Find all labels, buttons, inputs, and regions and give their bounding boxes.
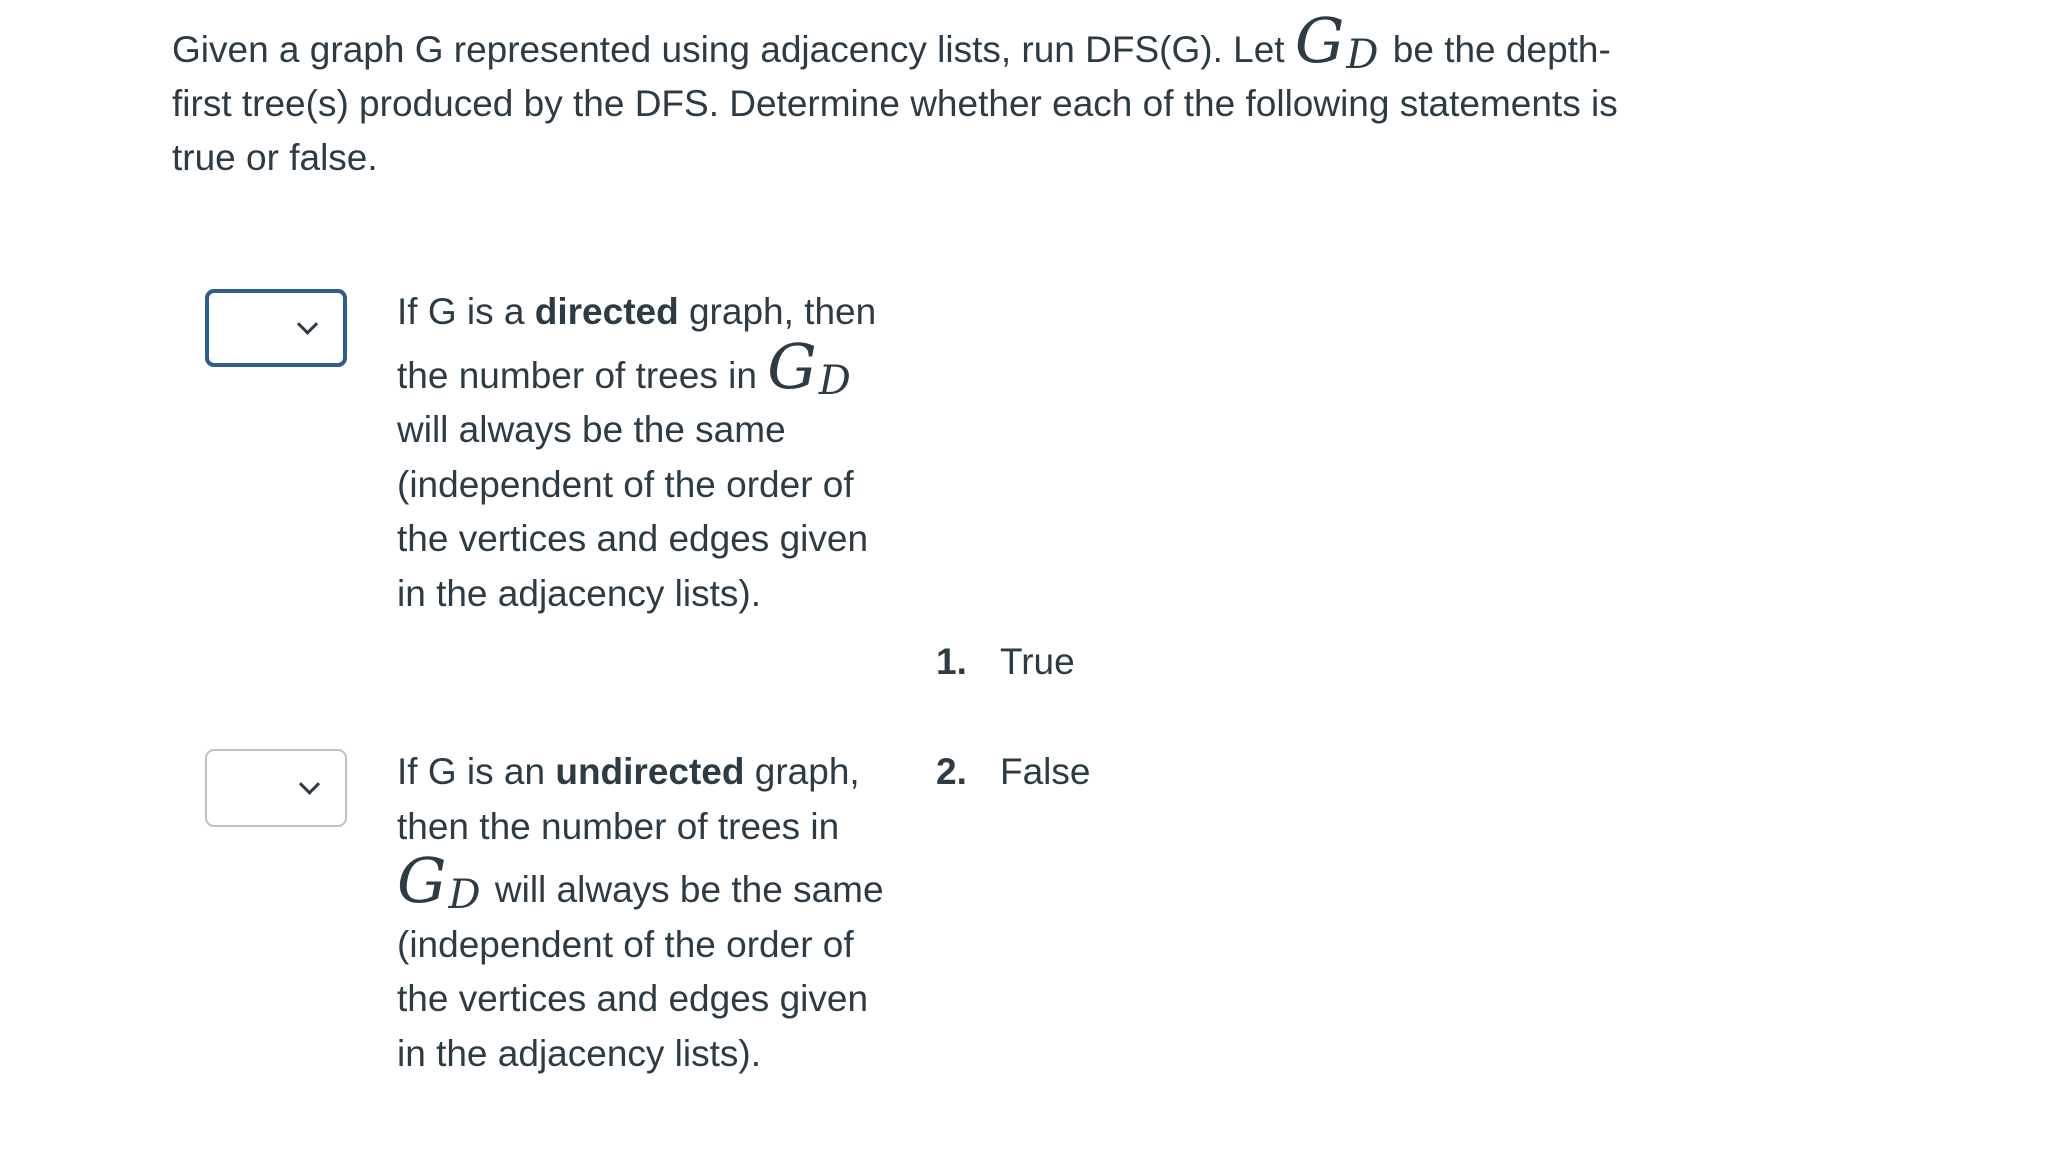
- statement-keyword: directed: [534, 291, 679, 332]
- math-gd: [1294, 4, 1383, 78]
- option-label: False: [1000, 751, 1091, 792]
- math-gd: [397, 844, 485, 918]
- answer-dropdown-1[interactable]: [205, 289, 347, 367]
- prompt-text-start: Given a graph G represented using adjacency lists, run DFS(G). Let: [172, 29, 1295, 70]
- answer-option-false: [936, 745, 1090, 799]
- chevron-down-icon: [299, 774, 320, 795]
- statement-text-part: If G is a: [397, 291, 535, 332]
- statement-keyword: undirected: [555, 751, 745, 792]
- option-number: 1.: [936, 641, 967, 682]
- statement-text-1: [397, 285, 897, 621]
- answer-option-true: [936, 635, 1075, 689]
- math-g: G: [767, 329, 817, 403]
- question-prompt: [172, 4, 1622, 185]
- option-number: 2.: [936, 751, 967, 792]
- option-label: True: [1000, 641, 1075, 682]
- statement-text-part: will always be the same (independent of the order of the vertices and edges given in the adjacency lists).: [397, 409, 869, 614]
- statement-text-part: will always be the same (independent of the order of the vertices and edges given in the adjacency lists).: [397, 869, 884, 1074]
- answer-dropdown-2[interactable]: [205, 749, 347, 827]
- math-gd: [767, 329, 855, 404]
- prompt-text-end: be the depth-first tree(s) produced by the DFS. Determine whether each of the following statements is true or false.: [172, 29, 1618, 178]
- statement-text-part: graph, then the number of trees in: [397, 291, 877, 396]
- math-subscript-d: D: [1346, 32, 1379, 78]
- chevron-down-icon: [297, 314, 318, 335]
- statement-text-part: If G is an: [397, 751, 556, 792]
- math-g: G: [1294, 4, 1345, 77]
- statement-text-part: graph, then the number of trees in: [397, 751, 860, 847]
- math-subscript-d: D: [818, 357, 851, 404]
- math-subscript-d: D: [448, 872, 481, 918]
- statement-text-2: [397, 745, 897, 1081]
- math-g: G: [397, 844, 447, 917]
